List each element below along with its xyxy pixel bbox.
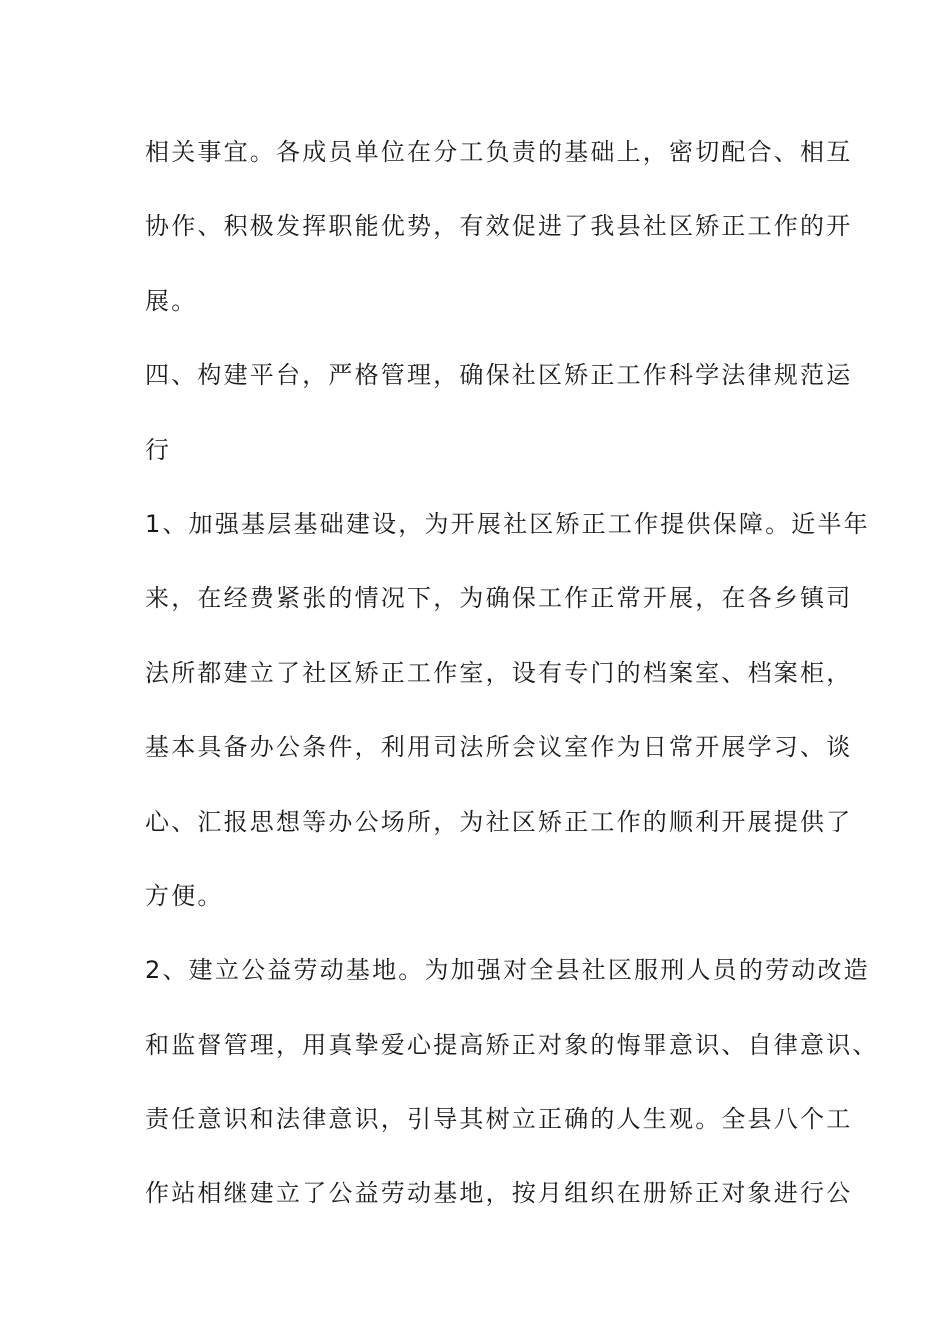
text-line: 方便。 <box>145 881 224 910</box>
text-line: 1、加强基层基础建设，为开展社区矫正工作提供保障。近半年 <box>145 509 870 538</box>
text-line: 展。 <box>145 286 198 315</box>
section-heading: 四、构建平台，严格管理，确保社区矫正工作科学法律规范运 <box>145 361 853 390</box>
text-line: 协作、积极发挥职能优势，有效促进了我县社区矫正工作的开 <box>145 212 853 241</box>
text-line: 相关事宜。各成员单位在分工负责的基础上，密切配合、相互 <box>145 138 853 166</box>
text-line: 来，在经费紧张的情况下，为确保工作正常开展，在各乡镇司 <box>145 584 853 613</box>
text-line: 心、汇报思想等办公场所，为社区矫正工作的顺利开展提供了 <box>145 807 853 836</box>
text-line: 作站相继建立了公益劳动基地，按月组织在册矫正对象进行公 <box>145 1179 853 1208</box>
text-line: 责任意识和法律意识，引导其树立正确的人生观。全县八个工 <box>145 1105 853 1134</box>
text-line: 和监督管理，用真挚爱心提高矫正对象的悔罪意识、自律意识、 <box>145 1030 879 1059</box>
document-body <box>145 130 879 1246</box>
text-line: 法所都建立了社区矫正工作室，设有专门的档案室、档案柜， <box>145 658 853 687</box>
text-line: 基本具备办公条件，利用司法所会议室作为日常开展学习、谈 <box>145 733 853 762</box>
text-line: 2、建立公益劳动基地。为加强对全县社区服刑人员的劳动改造 <box>145 956 870 985</box>
section-heading-continuation: 行 <box>145 435 172 464</box>
